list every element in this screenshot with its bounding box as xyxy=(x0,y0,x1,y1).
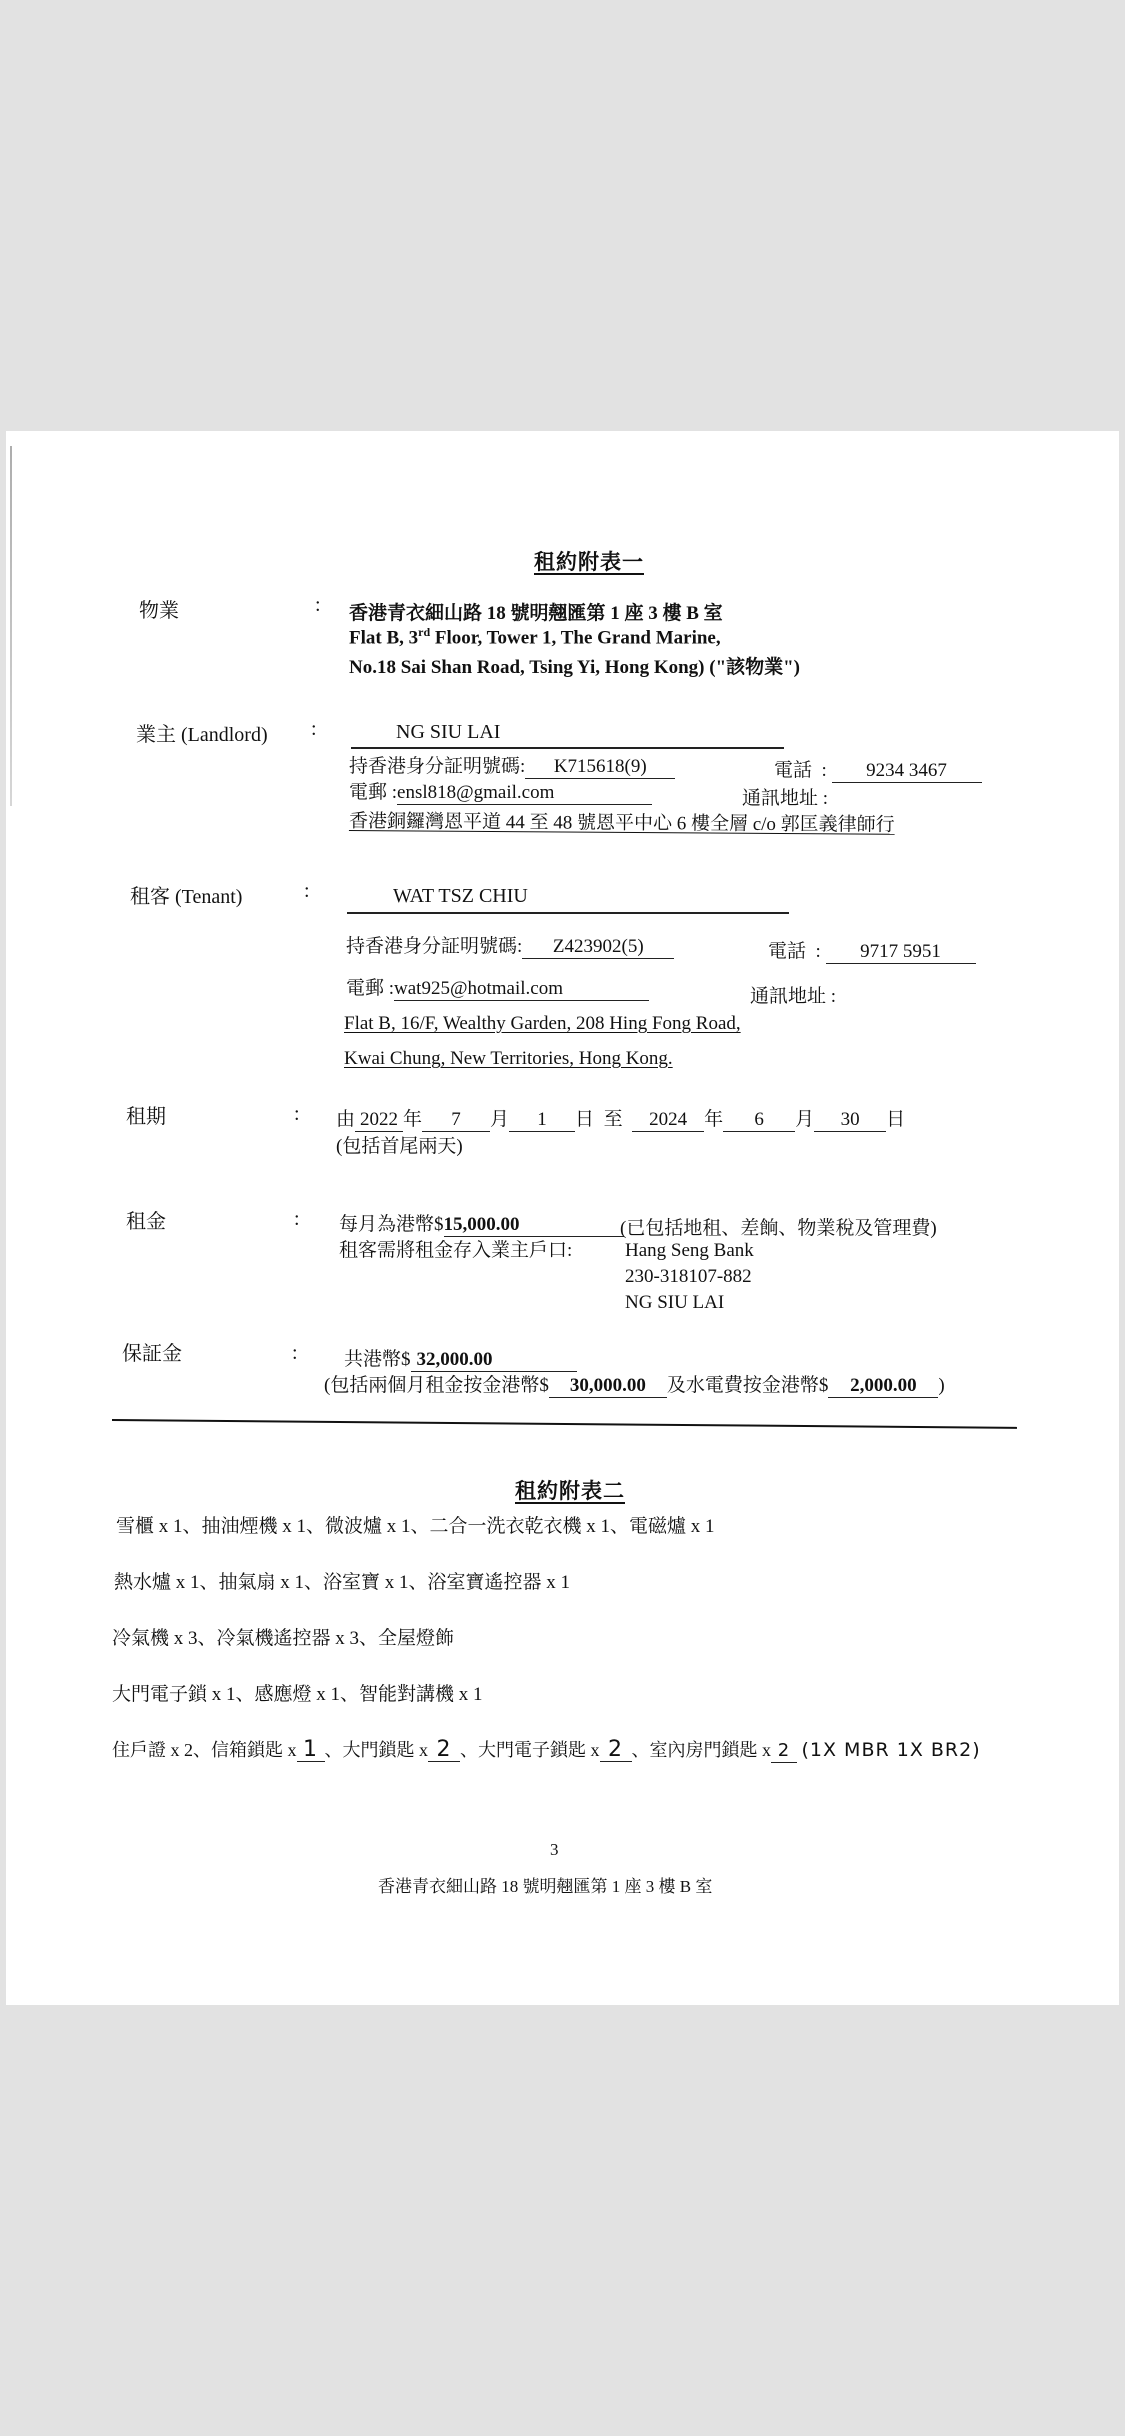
landlord-name-underline xyxy=(351,747,784,749)
deposit-label: 保証金 xyxy=(122,1343,182,1365)
section-divider xyxy=(112,1419,1017,1429)
tenant-phone-colon: : xyxy=(815,941,821,962)
deposit-total-row xyxy=(344,1344,577,1372)
tenant-label: 租客 (Tenant) xyxy=(130,886,243,908)
tenant-name-underline xyxy=(347,912,789,914)
document-page xyxy=(6,431,1119,2005)
keys-resident-card: 住戶證 x 2、 xyxy=(112,1740,211,1760)
tenant-id-row xyxy=(346,931,674,959)
rent-inclusive-note: (已包括地租、差餉、物業稅及管理費) xyxy=(620,1218,937,1239)
tenant-phone-label: 電話 xyxy=(768,941,807,962)
tenant-email-row xyxy=(346,973,649,1001)
deposit-colon: : xyxy=(292,1342,298,1364)
term-start-year-unit: 年 xyxy=(403,1109,423,1130)
scan-edge-mark xyxy=(10,446,12,806)
tenant-email-value: wat925@hotmail.com xyxy=(394,978,649,1001)
property-en-1-sup: rd xyxy=(418,625,431,639)
term-colon: : xyxy=(294,1103,300,1125)
property-address-zh: 香港青衣細山路 18 號明翹匯第 1 座 3 樓 B 室 xyxy=(349,603,723,624)
rent-colon: : xyxy=(294,1208,300,1230)
landlord-name: NG SIU LAI xyxy=(396,721,501,743)
deposit-rent-value: 30,000.00 xyxy=(549,1375,667,1398)
landlord-id-value: K715618(9) xyxy=(525,756,675,779)
rent-deposit-instruction: 租客需將租金存入業主戶口: xyxy=(339,1240,573,1261)
rent-account-number: 230-318107-882 xyxy=(625,1266,752,1287)
keys-sep-1: 、 xyxy=(324,1740,343,1760)
term-end-year: 2024 xyxy=(632,1109,704,1132)
tenant-address-line-1: Flat B, 16/F, Wealthy Garden, 208 Hing Fong Road, xyxy=(344,1013,741,1034)
tenant-id-value: Z423902(5) xyxy=(522,936,674,959)
property-label: 物業 xyxy=(139,600,179,622)
keys-door-count: 2 xyxy=(428,1739,460,1762)
tenant-colon: : xyxy=(304,880,310,902)
keys-mailbox-count: 1 xyxy=(297,1739,325,1762)
term-end-day: 30 xyxy=(814,1109,886,1132)
deposit-breakdown-post: ) xyxy=(938,1375,945,1396)
term-start-day: 1 xyxy=(509,1109,575,1132)
keys-mailbox-label: 信箱鎖匙 x xyxy=(211,1740,297,1760)
page-number: 3 xyxy=(550,1840,559,1859)
tenant-id-label: 持香港身分証明號碼: xyxy=(346,936,523,957)
rent-label: 租金 xyxy=(126,1211,166,1233)
term-end-month: 6 xyxy=(723,1109,795,1132)
property-address-en-2: No.18 Sai Shan Road, Tsing Yi, Hong Kong) ("該物業") xyxy=(349,657,800,678)
term-note: (包括首尾兩天) xyxy=(336,1136,463,1157)
keys-room-count: 2 xyxy=(771,1740,797,1763)
keys-e-count: 2 xyxy=(600,1739,632,1762)
term-from: 由 xyxy=(336,1109,356,1130)
term-end-year-unit: 年 xyxy=(704,1109,724,1130)
term-end-month-unit: 月 xyxy=(795,1109,815,1130)
rent-account-name: NG SIU LAI xyxy=(625,1292,725,1313)
landlord-phone-value: 9234 3467 xyxy=(832,760,982,783)
keys-sep-2: 、 xyxy=(460,1740,478,1760)
inventory-line-1: 雪櫃 x 1、抽油煙機 x 1、微波爐 x 1、二合一洗衣乾衣機 x 1、電磁爐 x 1 xyxy=(116,1516,715,1537)
landlord-id-label: 持香港身分証明號碼: xyxy=(349,756,526,777)
property-colon: : xyxy=(315,594,321,616)
landlord-id-row xyxy=(349,751,675,779)
tenant-phone-value: 9717 5951 xyxy=(826,941,976,964)
deposit-breakdown-row xyxy=(324,1370,945,1398)
rent-monthly-label: 每月為港幣$ xyxy=(339,1214,444,1235)
landlord-label: 業主 (Landlord) xyxy=(136,724,268,746)
tenant-name: WAT TSZ CHIU xyxy=(393,885,528,907)
property-address-en-1 xyxy=(349,625,721,649)
landlord-address-label: 通訊地址 : xyxy=(742,788,829,809)
keys-e-label: 大門電子鎖匙 x xyxy=(478,1740,600,1760)
property-en-1-pre: Flat B, 3 xyxy=(349,627,419,649)
landlord-phone-label: 電話 xyxy=(774,760,813,781)
footer-address: 香港青衣細山路 18 號明翹匯第 1 座 3 樓 B 室 xyxy=(378,1877,713,1896)
landlord-email-row xyxy=(349,777,652,805)
deposit-total-value: 32,000.00 xyxy=(411,1349,577,1372)
deposit-breakdown-pre: (包括兩個月租金按金港幣$ xyxy=(324,1375,549,1396)
inventory-line-4: 大門電子鎖 x 1、感應燈 x 1、智能對講機 x 1 xyxy=(112,1684,483,1705)
term-start-year: 2022 xyxy=(355,1109,403,1132)
keys-sep-3: 、 xyxy=(631,1740,650,1760)
landlord-colon: : xyxy=(311,718,317,740)
landlord-address-value: 香港銅鑼灣恩平道 44 至 48 號恩平中心 6 樓全層 c/o 郭匡義律師行 xyxy=(348,811,895,836)
term-to: 至 xyxy=(603,1109,623,1130)
tenant-address-label: 通訊地址 : xyxy=(750,986,837,1007)
deposit-total-label: 共港幣$ xyxy=(344,1349,411,1370)
inventory-line-2: 熱水爐 x 1、抽氣扇 x 1、浴室寶 x 1、浴室寶遙控器 x 1 xyxy=(114,1572,571,1593)
schedule-1-title: 租約附表一 xyxy=(534,550,644,574)
rent-monthly-value: 15,000.00 xyxy=(444,1214,624,1237)
property-en-1-post: Floor, Tower 1, The Grand Marine, xyxy=(430,627,721,649)
term-start-month: 7 xyxy=(422,1109,490,1132)
term-start-month-unit: 月 xyxy=(490,1109,510,1130)
landlord-email-value: ensl818@gmail.com xyxy=(397,782,652,805)
tenant-address-line-2: Kwai Chung, New Territories, Hong Kong. xyxy=(344,1048,673,1069)
keys-line xyxy=(112,1736,981,1763)
schedule-2-title: 租約附表二 xyxy=(515,1479,625,1503)
term-start-day-unit: 日 xyxy=(575,1109,595,1130)
landlord-phone-row xyxy=(774,755,982,783)
tenant-phone-row xyxy=(768,936,976,964)
landlord-email-label: 電郵 : xyxy=(349,782,398,803)
keys-room-label: 室內房門鎖匙 x xyxy=(649,1740,771,1760)
deposit-breakdown-mid: 及水電費按金港幣$ xyxy=(666,1375,829,1396)
rent-monthly-row xyxy=(339,1209,624,1237)
inventory-line-3: 冷氣機 x 3、冷氣機遙控器 x 3、全屋燈飾 xyxy=(112,1628,455,1649)
tenant-email-label: 電郵 : xyxy=(346,978,395,999)
keys-door-label: 大門鎖匙 x xyxy=(342,1740,428,1760)
term-dates-row xyxy=(336,1104,905,1132)
keys-room-note: (1X MBR 1X BR2) xyxy=(801,1739,981,1761)
landlord-phone-colon: : xyxy=(821,760,827,781)
rent-bank-name: Hang Seng Bank xyxy=(625,1240,754,1261)
term-end-day-unit: 日 xyxy=(886,1109,906,1130)
deposit-utility-value: 2,000.00 xyxy=(828,1375,938,1398)
term-label: 租期 xyxy=(126,1106,166,1128)
